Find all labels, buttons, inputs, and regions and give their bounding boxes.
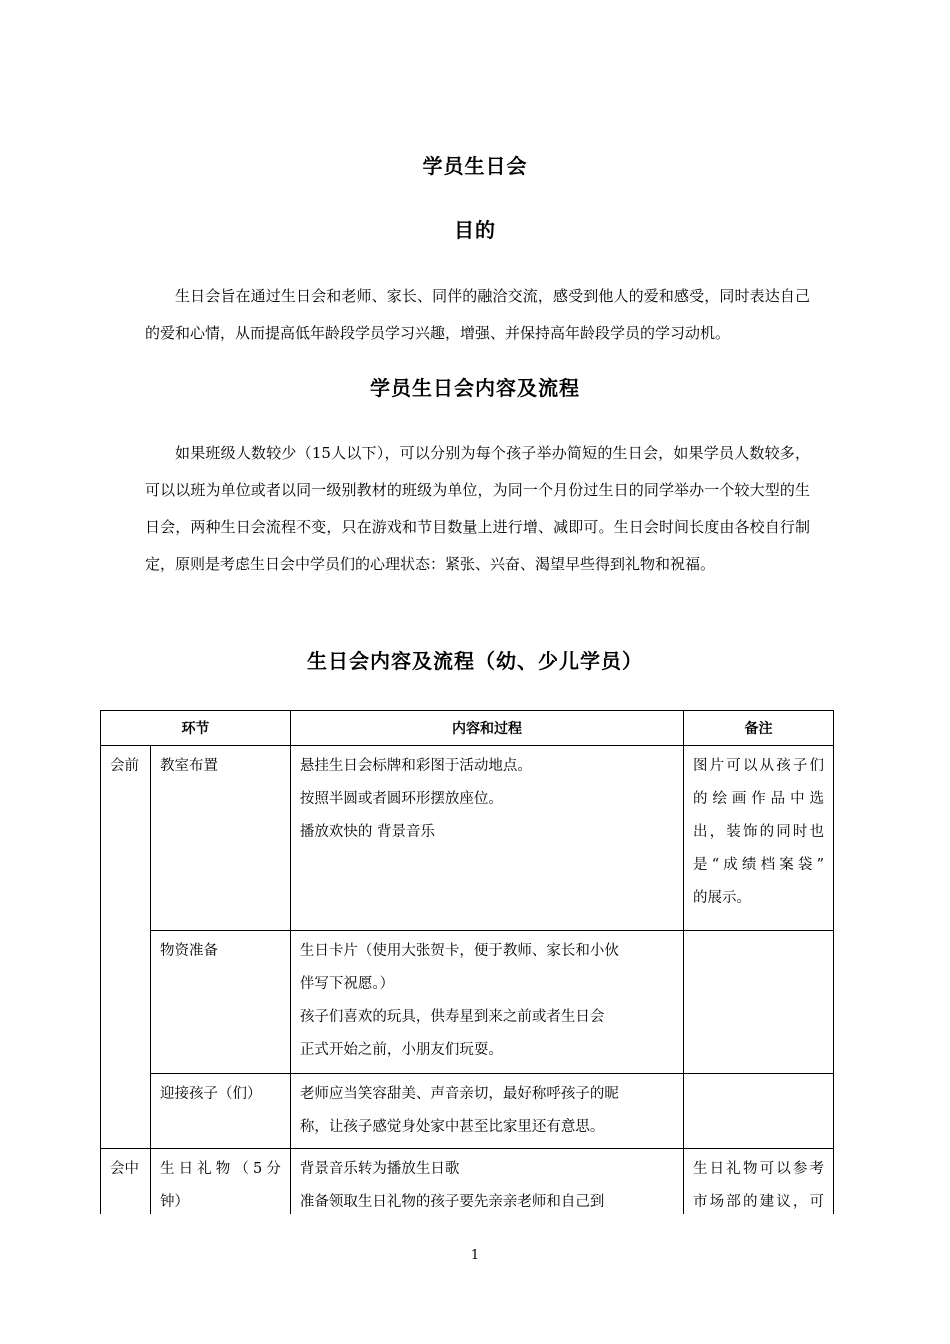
- note-cell: 生日礼物可以参考 市场部的建议，可: [684, 1149, 834, 1224]
- note-cell: [684, 1074, 834, 1149]
- header-note: 备注: [684, 711, 834, 746]
- section-heading-table: 生日会内容及流程（幼、少儿学员）: [307, 649, 643, 673]
- purpose-paragraph: 生日会旨在通过生日会和老师、家长、同伴的融洽交流，感受到他人的爱和感受，同时表达自己的爱和心情，从而提高低年龄段学员学习兴趣，增强、并保持高年龄段学员的学习动机。: [145, 287, 810, 342]
- content-cell: 生日卡片（使用大张贺卡，便于教师、家长和小伙 伴写下祝愿。） 孩子们喜欢的玩具，供寿星到来之前或者生日会 正式开始之前，小朋友们玩耍。: [290, 931, 683, 1074]
- step-cell: 生日礼物（5分 钟）: [150, 1149, 290, 1224]
- table-row: [101, 1149, 834, 1224]
- table-row: [101, 931, 834, 1074]
- content-cell: 背景音乐转为播放生日歌 准备领取生日礼物的孩子要先亲亲老师和自己到: [290, 1149, 683, 1224]
- phase-cell-during: 会中: [101, 1149, 151, 1224]
- step-cell: 物资准备: [150, 931, 290, 1074]
- content-cell: 悬挂生日会标牌和彩图于活动地点。 按照半圆或者圆环形摆放座位。 播放欢快的 背景音乐: [290, 746, 683, 931]
- flow-paragraph: 如果班级人数较少（15人以下），可以分别为每个孩子举办简短的生日会，如果学员人数较多，可以以班为单位或者以同一级别教材的班级为单位，为同一个月份过生日的同学举办一个较大型的生日会，两种生日会流程不变，只在游戏和节目数量上进行增、减即可。生日会时间长度由各校自行制定，原则是考虑生日会中学员们的心理状态：紧张、兴奋、渴望早些得到礼物和祝福。: [145, 444, 810, 573]
- page-number: 1: [470, 1248, 480, 1263]
- flow-table: [100, 710, 834, 1224]
- table-row: [101, 746, 834, 931]
- step-cell: 迎接孩子（们）: [150, 1074, 290, 1149]
- section-heading-purpose: 目的: [454, 218, 496, 242]
- section-heading-flow: 学员生日会内容及流程: [370, 376, 580, 400]
- document-title: 学员生日会: [422, 154, 528, 178]
- table-row: [101, 1074, 834, 1149]
- step-cell: 教室布置: [150, 746, 290, 931]
- table-header-row: [101, 711, 834, 746]
- header-content: 内容和过程: [290, 711, 683, 746]
- content-cell: 老师应当笑容甜美、声音亲切，最好称呼孩子的昵 称，让孩子感觉身处家中甚至比家里还有意思。: [290, 1074, 683, 1149]
- note-cell: [684, 931, 834, 1074]
- header-stage: 环节: [101, 711, 291, 746]
- phase-cell-before: 会前: [101, 746, 151, 1149]
- note-cell: 图片可以从孩子们 的绘画作品中选 出，装饰的同时也 是“成绩档案袋” 的展示。: [684, 746, 834, 931]
